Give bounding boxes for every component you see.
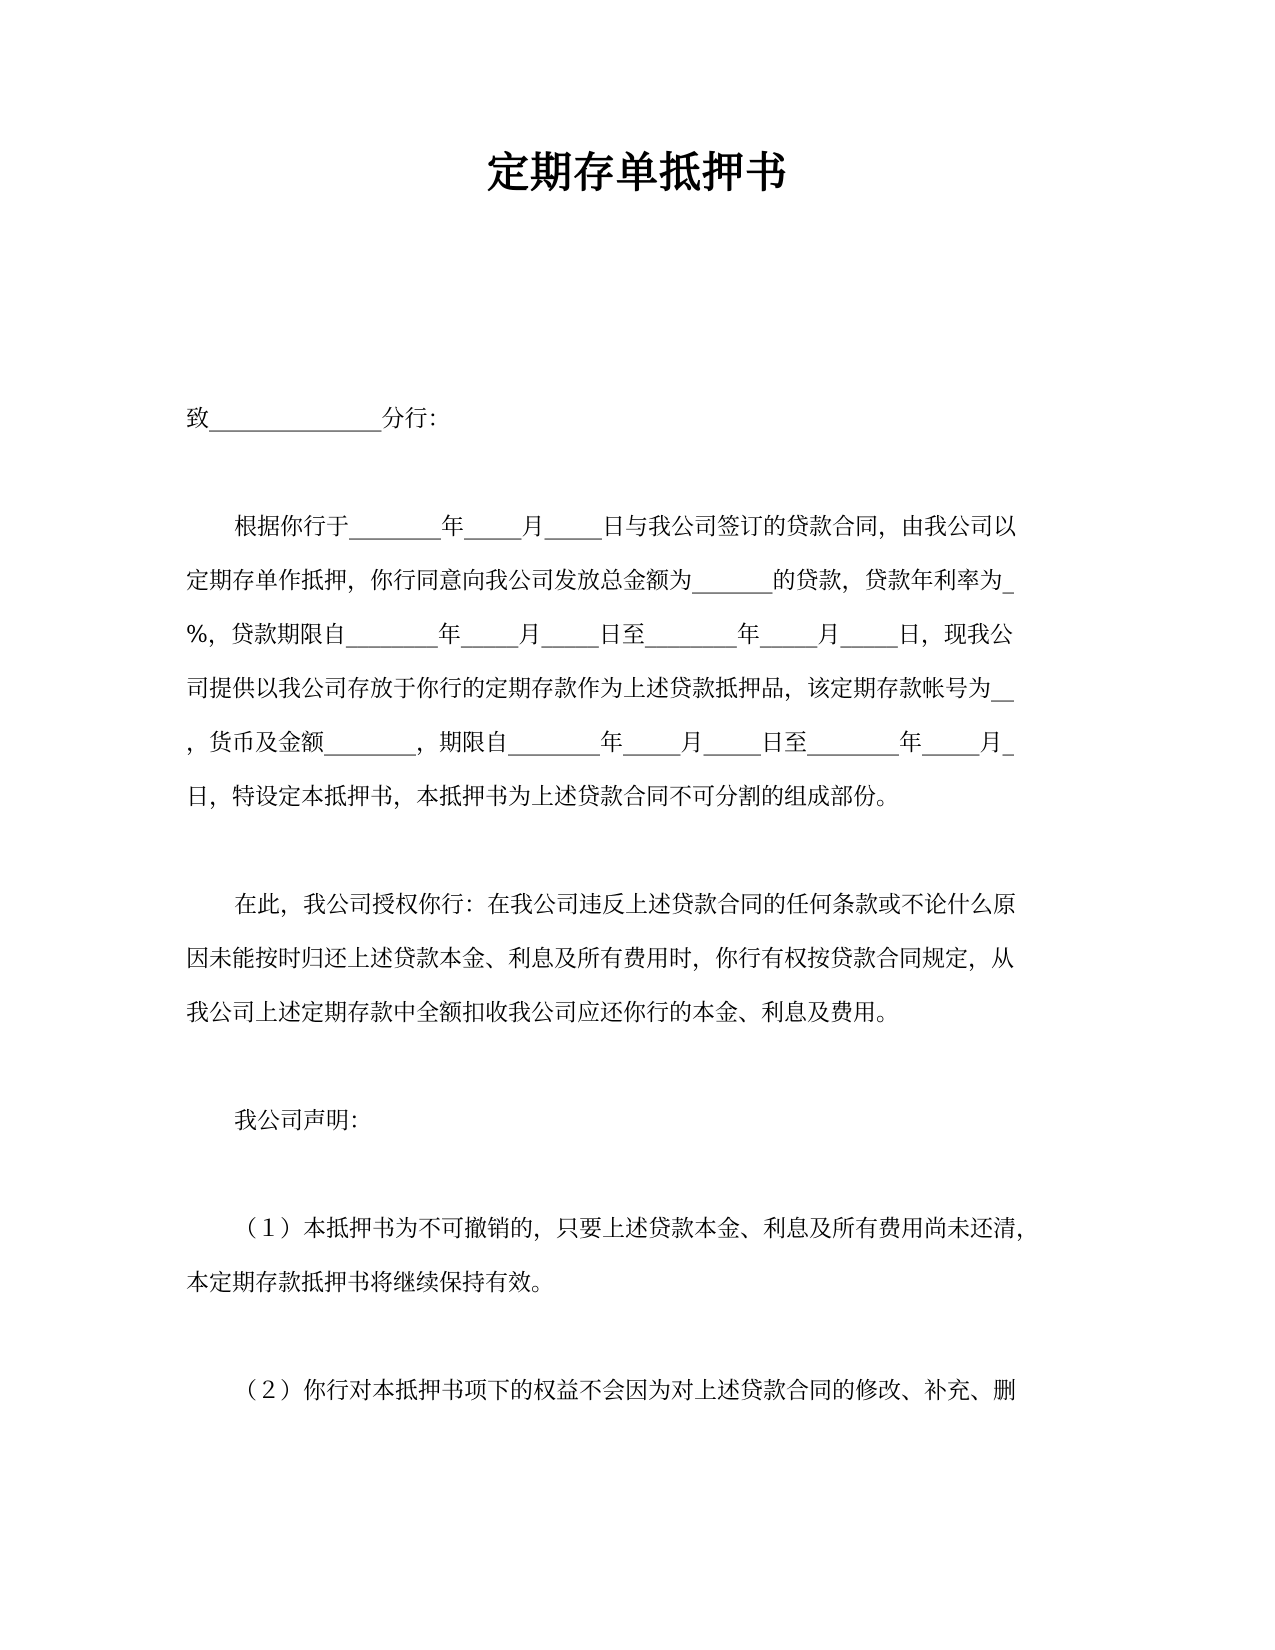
clause-1-line-2: 本定期存款抵押书将继续保持有效。 [186, 1270, 554, 1296]
addressee-line: 致_______________分行： [186, 406, 451, 432]
paragraph-2-line-2: 因未能按时归还上述贷款本金、利息及所有费用时，你行有权按贷款合同规定，从 [186, 946, 1014, 972]
paragraph-2-line-1: 在此，我公司授权你行：在我公司违反上述贷款合同的任何条款或不论什么原 [234, 892, 1016, 918]
clause-2-line-1: （２）你行对本抵押书项下的权益不会因为对上述贷款合同的修改、补充、删 [234, 1378, 1016, 1404]
paragraph-1-line-4: 司提供以我公司存放于你行的定期存款作为上述贷款抵押品，该定期存款帐号为__ [186, 676, 1014, 702]
paragraph-1-line-1: 根据你行于________年_____月_____日与我公司签订的贷款合同，由我公司以 [234, 514, 1016, 540]
paragraph-2-line-3: 我公司上述定期存款中全额扣收我公司应还你行的本金、利息及费用。 [186, 1000, 899, 1026]
paragraph-1-line-5: ，货币及金额________，期限自________年_____月_____日至________年_____月_ [186, 730, 1014, 756]
paragraph-1-line-3: %，贷款期限自________年_____月_____日至________年_____月_____日，现我公 [186, 622, 1013, 648]
document-title: 定期存单抵押书 [486, 148, 788, 197]
declaration-heading: 我公司声明： [234, 1108, 372, 1134]
paragraph-1-line-6: 日，特设定本抵押书，本抵押书为上述贷款合同不可分割的组成部份。 [186, 784, 899, 810]
clause-1-line-1: （１）本抵押书为不可撤销的，只要上述贷款本金、利息及所有费用尚未还清， [234, 1216, 1039, 1242]
paragraph-1-line-2: 定期存单作抵押，你行同意向我公司发放总金额为_______的贷款，贷款年利率为_ [186, 568, 1014, 594]
